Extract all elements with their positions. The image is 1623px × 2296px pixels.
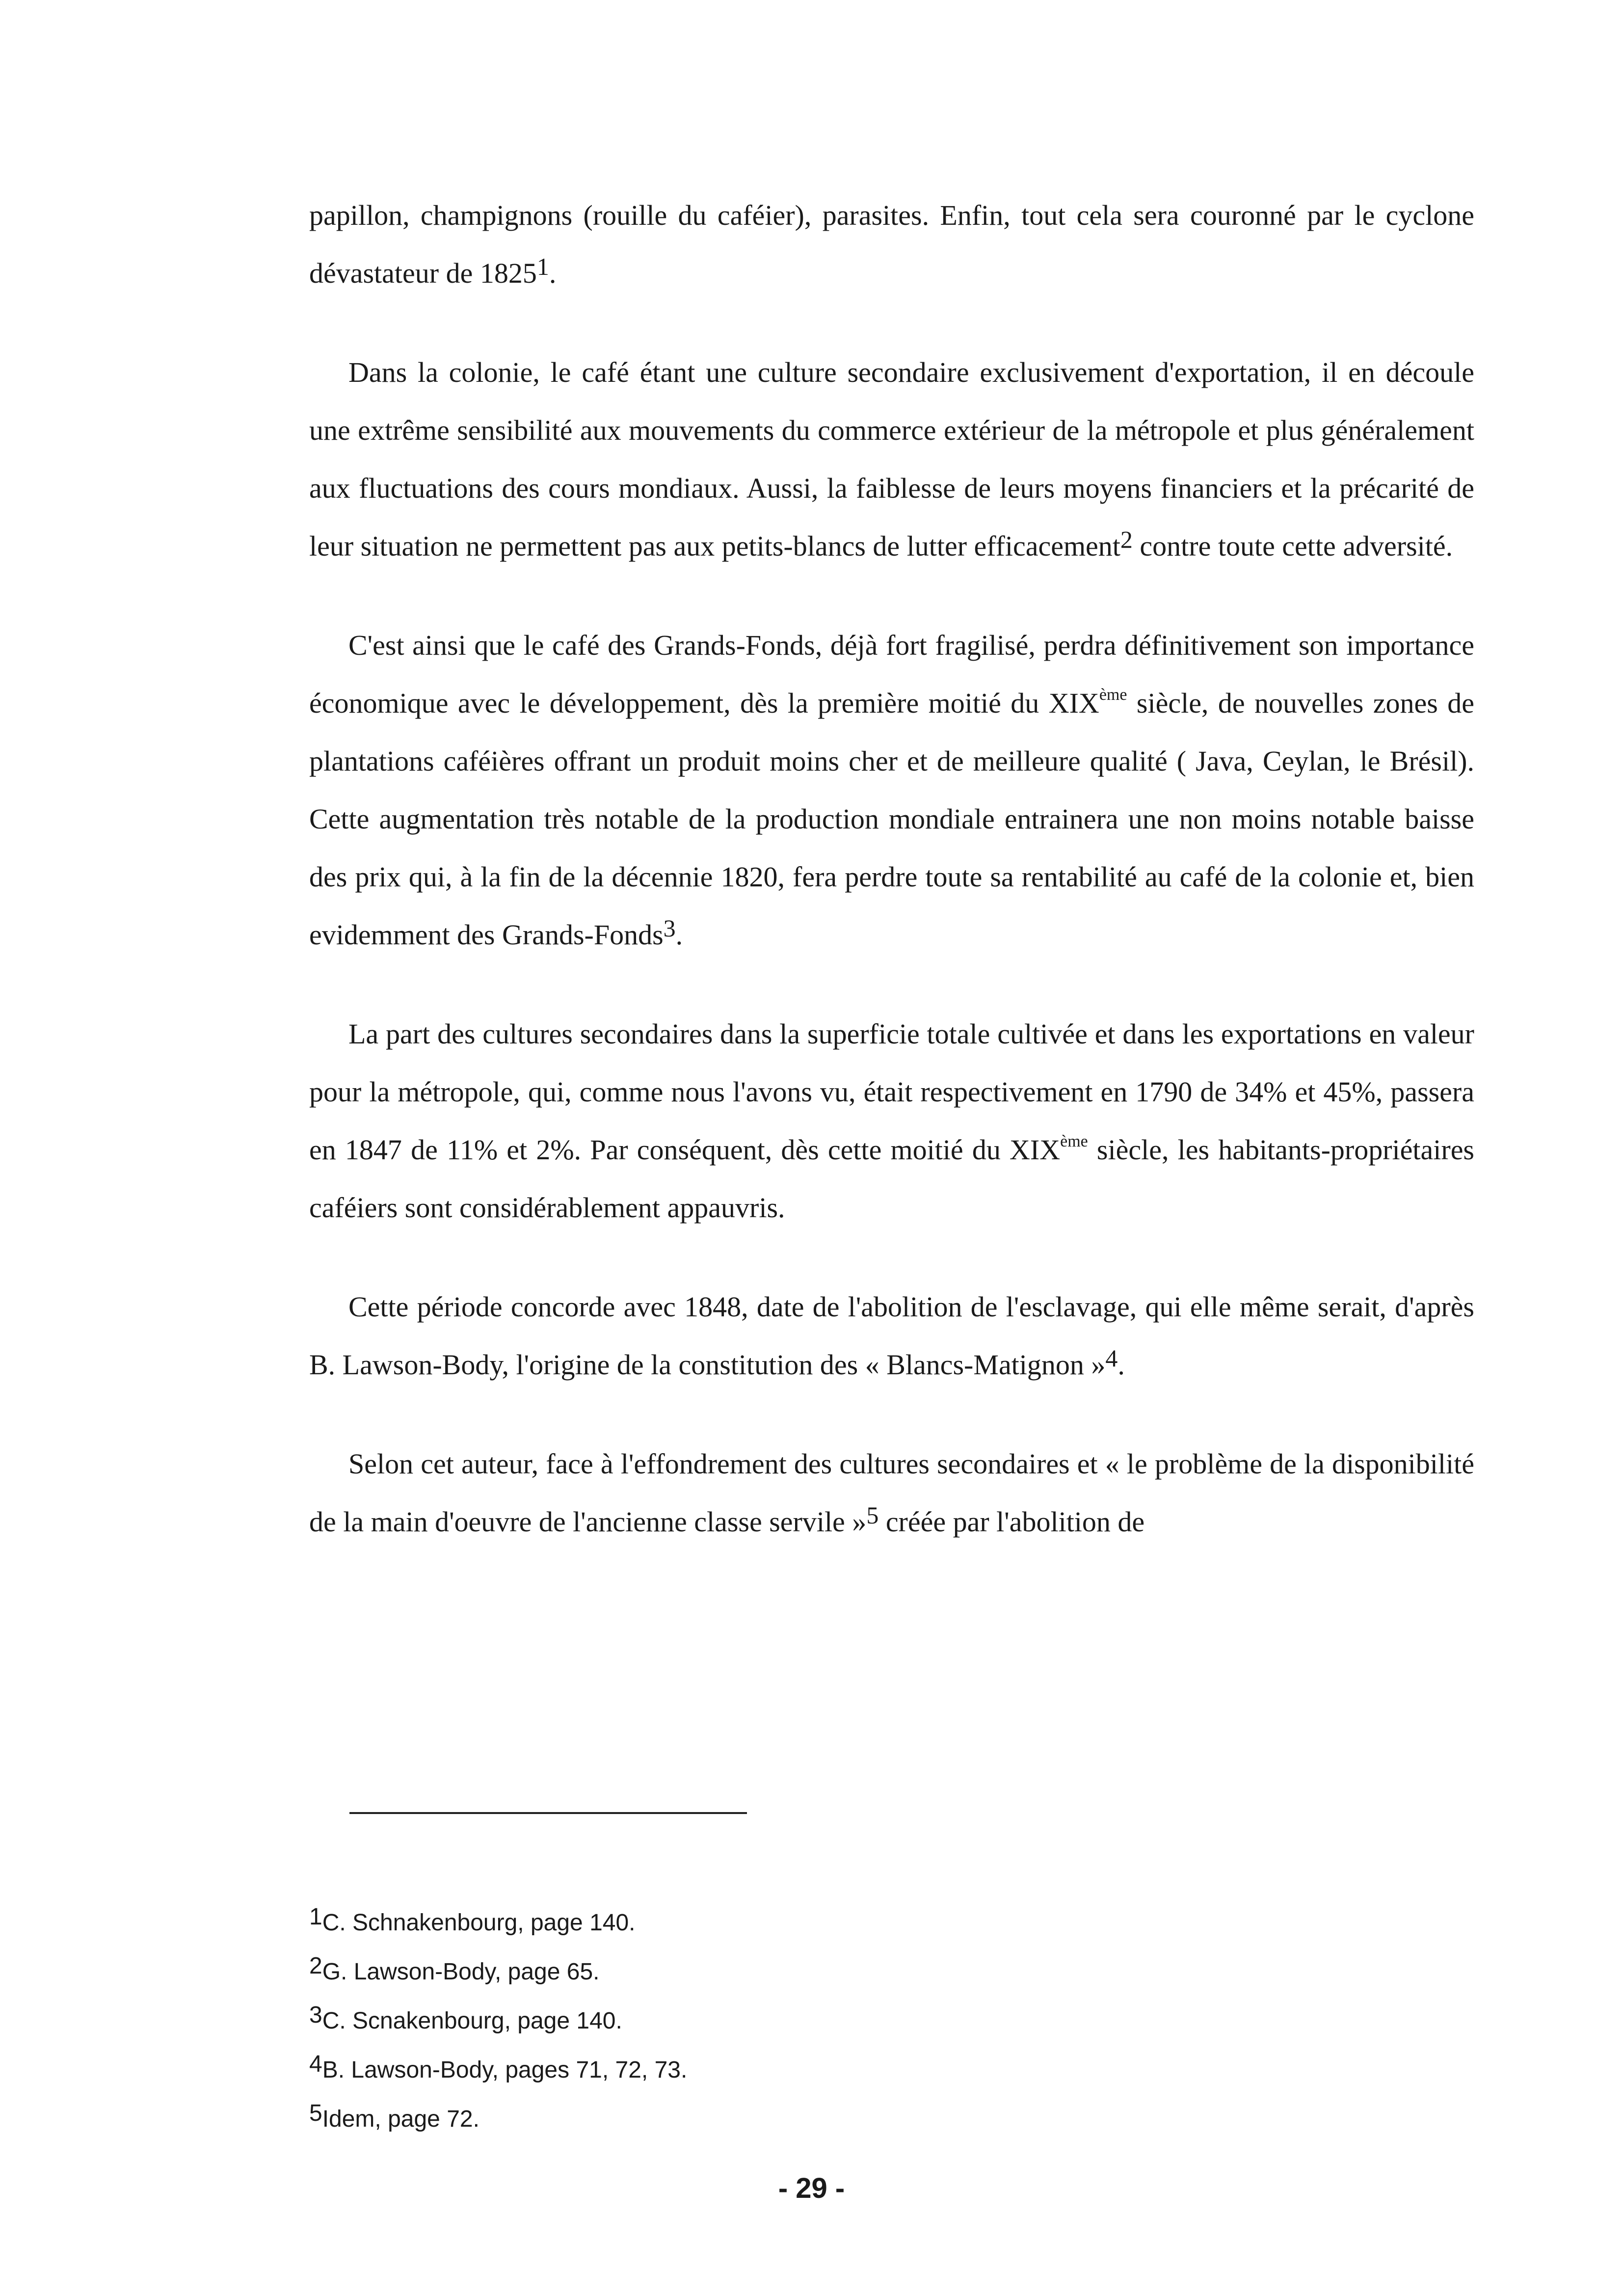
paragraph-5 [309, 1278, 1474, 1394]
paragraph-5-text: Cette période concorde avec 1848, date de l'abolition de l'esclavage, qui elle même serait, d'après B. Lawson-Body, l'origine de la constitution des « Blancs-Matignon » [309, 1291, 1474, 1381]
footnote-item [309, 2095, 1474, 2144]
paragraph-6 [309, 1435, 1474, 1551]
paragraph-6-text: Selon cet auteur, face à l'effondrement des cultures secondaires et « le problème de la disponibilité de la main d'oeuvre de l'ancienne classe servile » [309, 1448, 1474, 1538]
footnote-text: C. Schnakenbourg, page 140. [322, 1910, 636, 1936]
footnote-ref-2[interactable]: 2 [1120, 526, 1133, 553]
footnote-ref-1[interactable]: 1 [536, 253, 549, 280]
paragraph-5-end: . [1117, 1349, 1125, 1381]
footnote-number: 4 [309, 2051, 322, 2077]
footnote-number: 2 [309, 1953, 322, 1979]
paragraph-3-end: . [675, 919, 683, 951]
paragraph-3 [309, 616, 1474, 964]
footnotes [309, 1898, 1474, 2144]
footnote-item [309, 1997, 1474, 2046]
footnote-text: Idem, page 72. [322, 2106, 479, 2132]
footnote-ref-3[interactable]: 3 [663, 914, 676, 942]
footnote-ref-5[interactable]: 5 [866, 1501, 879, 1529]
footnote-text: B. Lawson-Body, pages 71, 72, 73. [322, 2057, 688, 2083]
paragraph-4 [309, 1005, 1474, 1237]
paragraph-2 [309, 344, 1474, 575]
paragraph-1-text: papillon, champignons (rouille du caféier), parasites. Enfin, tout cela sera couronné par le cyclone dévastateur de 1825 [309, 199, 1474, 289]
footnote-separator [349, 1812, 747, 1814]
paragraph-2-end: contre toute cette adversité. [1132, 530, 1453, 562]
footnote-item [309, 2046, 1474, 2095]
superscript-eme: ème [1099, 686, 1127, 704]
body-text [309, 187, 1474, 1592]
paragraph-6-end: créée par l'abolition de [878, 1506, 1145, 1538]
footnote-text: C. Scnakenbourg, page 140. [322, 2008, 622, 2034]
footnote-number: 3 [309, 2002, 322, 2028]
footnote-item [309, 1948, 1474, 1997]
paragraph-4-text-b: siècle, les habitants-propriétaires caféiers sont considérablement appauvris. [309, 1134, 1475, 1224]
paragraph-1-end: . [549, 257, 557, 289]
page-number: - 29 - [778, 2172, 845, 2204]
footnote-text: G. Lawson-Body, page 65. [322, 1959, 600, 1985]
superscript-eme: ème [1060, 1132, 1088, 1150]
paragraph-2-text: Dans la colonie, le café étant une culture secondaire exclusivement d'exportation, il en découle une extrême sensibilité aux mouvements du commerce extérieur de la métropole et plus généralement aux fluctuations des cours mondiaux. Aussi, la faiblesse de leurs moyens financiers et la précarité de leur situation ne permettent pas aux petits-blancs de lutter efficacement [309, 356, 1474, 562]
footnote-number: 1 [309, 1904, 322, 1930]
paragraph-1 [309, 187, 1474, 302]
footnote-number: 5 [309, 2100, 322, 2126]
footnote-item [309, 1898, 1474, 1948]
footnote-ref-4[interactable]: 4 [1105, 1344, 1118, 1372]
paragraph-3-text-a: C'est ainsi que le café des Grands-Fonds, déjà fort fragilisé, perdra définitivement son importance économique avec le développement, dès la première moitié du XIX [309, 629, 1474, 719]
paragraph-4-text-a: La part des cultures secondaires dans la superficie totale cultivée et dans les exportations en valeur pour la métropole, qui, comme nous l'avons vu, était respectivement en 1790 de 34% et 45%, passera en 1847 de 11% et 2%. Par conséquent, dès cette moitié du XIX [309, 1018, 1474, 1166]
paragraph-3-text-b: siècle, de nouvelles zones de plantations caféières offrant un produit moins cher et de meilleure qualité ( Java, Ceylan, le Brésil). Cette augmentation très notable de la production mondiale entrainera une non moins notable baisse des prix qui, à la fin de la décennie 1820, fera perdre toute sa rentabilité au café de la colonie et, bien evidemment des Grands-Fonds [309, 687, 1475, 951]
